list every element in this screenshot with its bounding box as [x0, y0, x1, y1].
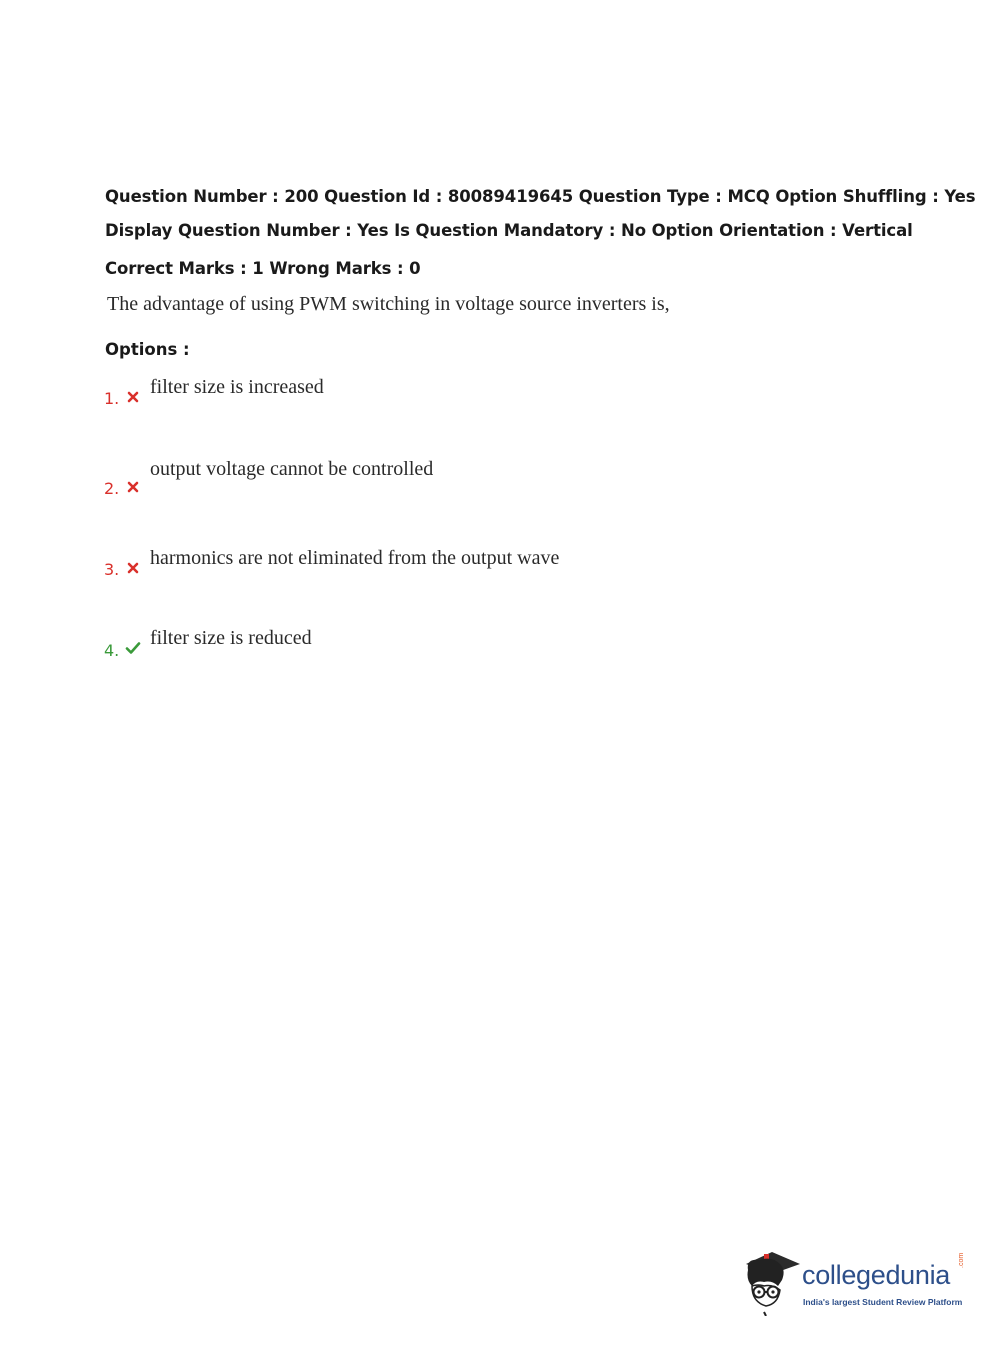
option-text: filter size is reduced: [150, 627, 312, 649]
options-label: Options :: [105, 340, 190, 359]
option-number: 1.: [104, 389, 120, 408]
check-icon: [125, 641, 141, 655]
question-meta-line-2: Display Question Number : Yes Is Question Mandatory : No Option Orientation : Vertical: [105, 221, 913, 240]
cross-icon: [126, 561, 140, 575]
question-marks-line: Correct Marks : 1 Wrong Marks : 0: [105, 259, 421, 278]
option-number: 2.: [104, 479, 120, 498]
question-text: The advantage of using PWM switching in voltage source inverters is,: [107, 293, 670, 315]
cross-icon: [126, 390, 140, 404]
option-text: output voltage cannot be controlled: [150, 458, 434, 480]
option-text: filter size is increased: [150, 376, 324, 398]
logo-suffix: .com: [958, 1252, 965, 1268]
collegedunia-logo: [742, 1250, 972, 1320]
logo-tagline: India's largest Student Review Platform: [803, 1297, 963, 1307]
option-text: harmonics are not eliminated from the output wave: [150, 547, 560, 569]
cross-icon: [126, 480, 140, 494]
mascot-icon: [742, 1250, 802, 1316]
logo-wordmark: collegedunia: [802, 1260, 951, 1290]
question-meta-line-1: Question Number : 200 Question Id : 80089419645 Question Type : MCQ Option Shuffling : Yes: [105, 187, 976, 206]
option-number: 3.: [104, 560, 120, 579]
option-number: 4.: [104, 641, 120, 660]
